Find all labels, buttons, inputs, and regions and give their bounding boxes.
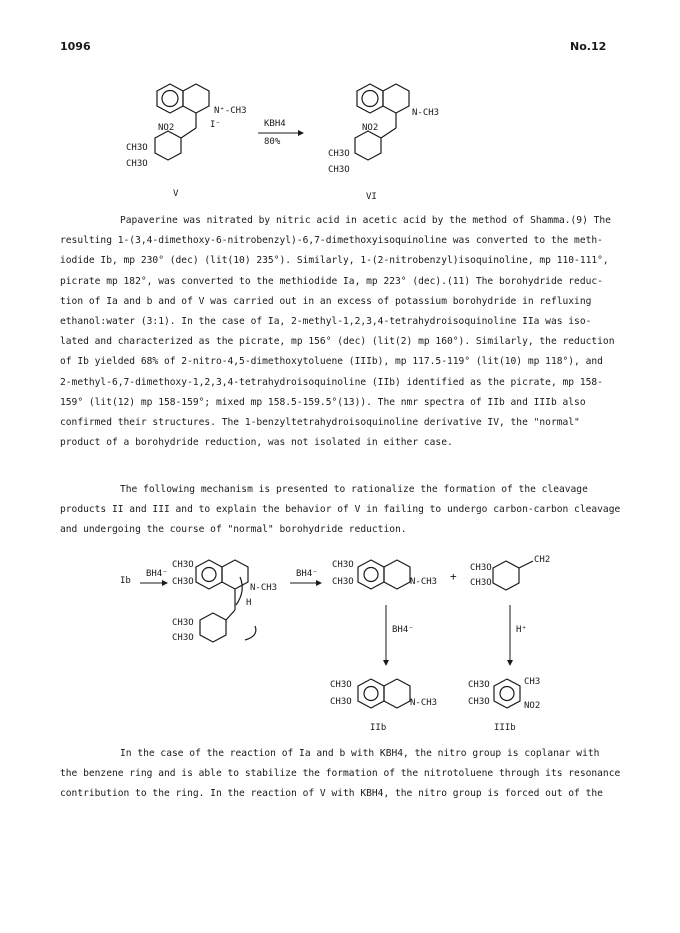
text-line: products II and III and to explain the behavior of V in failing to undergo carbon-carbon cleavage [60, 504, 621, 516]
label-IIb: IIb [370, 723, 387, 733]
iiib-ome-1: CH3O [468, 680, 490, 690]
structure-V [155, 84, 209, 160]
text-line: product of a borohydride reduction, was not isolated in either case. [60, 437, 453, 449]
iib-ome-2: CH3O [330, 697, 352, 707]
issue-number: No.12 [570, 40, 607, 53]
int-ome-3: CH3O [172, 618, 194, 628]
text-line: tion of Ia and b and of V was carried out in an excess of potassium borohydride in refluxing [60, 295, 592, 307]
arrowhead [298, 130, 304, 136]
quinonoid-structure [493, 561, 533, 590]
proton: H⁺ [516, 625, 527, 635]
int-nch3: N-CH3 [250, 583, 278, 593]
paragraph-3 [60, 744, 620, 805]
iib-ome-1: CH3O [330, 680, 352, 690]
int-ome-4: CH3O [172, 633, 194, 643]
methoxy-right-1: CH3O [328, 149, 350, 159]
page-number: 1096 [60, 40, 91, 53]
methoxy-right-2: CH3O [328, 165, 350, 175]
yield: 80% [264, 137, 281, 147]
label-V: V [173, 189, 179, 199]
text-line: 159° (lit(12) mp 158-159°; mixed mp 158.5-159.5°(13)). The nmr spectra of IIb and IIIb also [60, 396, 586, 408]
label-VI: VI [366, 192, 377, 202]
text-line: The following mechanism is presented to rationalize the formation of the cleavage [120, 484, 588, 495]
iib-nch3: N-CH3 [410, 698, 438, 708]
iiib-no2: NO2 [524, 701, 541, 711]
text-line: resulting 1-(3,4-dimethoxy-6-nitrobenzyl)-6,7-dimethoxyisoquinoline was converted to the meth- [60, 235, 603, 247]
iso-ome-2: CH3O [332, 577, 354, 587]
n-methyl-right: N-CH3 [412, 108, 440, 118]
methoxy-left-2: CH3O [126, 159, 148, 169]
nitro-right: NO2 [362, 123, 379, 133]
text-line: the benzene ring and is able to stabilize the formation of the nitrotoluene through its resonance [60, 768, 621, 780]
iodide-ion: I⁻ [210, 120, 221, 130]
structure-IIIb [494, 679, 520, 708]
quin-ch2: CH2 [534, 555, 551, 565]
structure-VI [355, 84, 409, 160]
int-h: H [246, 598, 252, 608]
paragraph-2 [60, 480, 620, 541]
bh4-first: BH4⁻ [146, 569, 168, 579]
paragraph-1 [60, 211, 620, 453]
text-line: picrate mp 182°, was converted to the methiodide Ia, mp 223° (dec).(11) The borohydride reduc- [60, 275, 603, 287]
nitro-left: NO2 [158, 123, 175, 133]
arrowhead-2 [316, 580, 322, 586]
iso-nch3: N-CH3 [410, 577, 438, 587]
iso-ome-1: CH3O [332, 560, 354, 570]
methoxy-left-1: CH3O [126, 143, 148, 153]
plus-sign: + [450, 570, 457, 583]
int-ome-2: CH3O [172, 577, 194, 587]
text-line: 2-methyl-6,7-dimethoxy-1,2,3,4-tetrahydroisoquinoline (IIb) identified as the picrate, mp 158- [60, 376, 603, 388]
text-line: and undergoing the course of "normal" borohydride reduction. [60, 524, 407, 536]
quin-ome-1: CH3O [470, 563, 492, 573]
text-line: lated and characterized as the picrate, mp 156° (dec) (lit(2) mp 160°). Similarly, the reduction [60, 336, 615, 348]
text-line: iodide Ib, mp 230° (dec) (lit(10) 235°). Similarly, 1-(2-nitrobenzyl)isoquinoline, mp 110-111°, [60, 255, 609, 267]
n-methyl-left: N⁺-CH3 [214, 106, 247, 116]
arrowhead-down-2 [507, 660, 513, 666]
quin-ome-2: CH3O [470, 578, 492, 588]
text-line: contribution to the ring. In the reaction of V with KBH4, the nitro group is forced out of the [60, 788, 603, 800]
iiib-ch3: CH3 [524, 677, 541, 687]
arrowhead-down-1 [383, 660, 389, 666]
text-line: confirmed their structures. The 1-benzyltetrahydroisoquinoline derivative IV, the "normal" [60, 417, 580, 429]
bh4-second: BH4⁻ [296, 569, 318, 579]
text-line: ethanol:water (3:1). In the case of Ia, 2-methyl-1,2,3,4-tetrahydroisoquinoline IIa was iso- [60, 316, 592, 328]
arrowhead-1 [162, 580, 168, 586]
text-line: In the case of the reaction of Ia and b with KBH4, the nitro group is coplanar with [120, 748, 600, 759]
bh4-third: BH4⁻ [392, 625, 414, 635]
isoquinolinium-structure [358, 560, 410, 589]
label-IIIb: IIIb [494, 723, 516, 733]
start-Ib: Ib [120, 576, 131, 586]
iiib-ome-2: CH3O [468, 697, 490, 707]
structure-IIb [358, 679, 410, 708]
int-ome-1: CH3O [172, 560, 194, 570]
reagent-kbh4: KBH4 [264, 119, 286, 129]
text-line: of Ib yielded 68% of 2-nitro-4,5-dimethoxytoluene (IIIb), mp 117.5-119° (lit(10) mp 118°), and [60, 356, 603, 368]
text-line: Papaverine was nitrated by nitric acid in acetic acid by the method of Shamma.(9) The [120, 215, 611, 226]
